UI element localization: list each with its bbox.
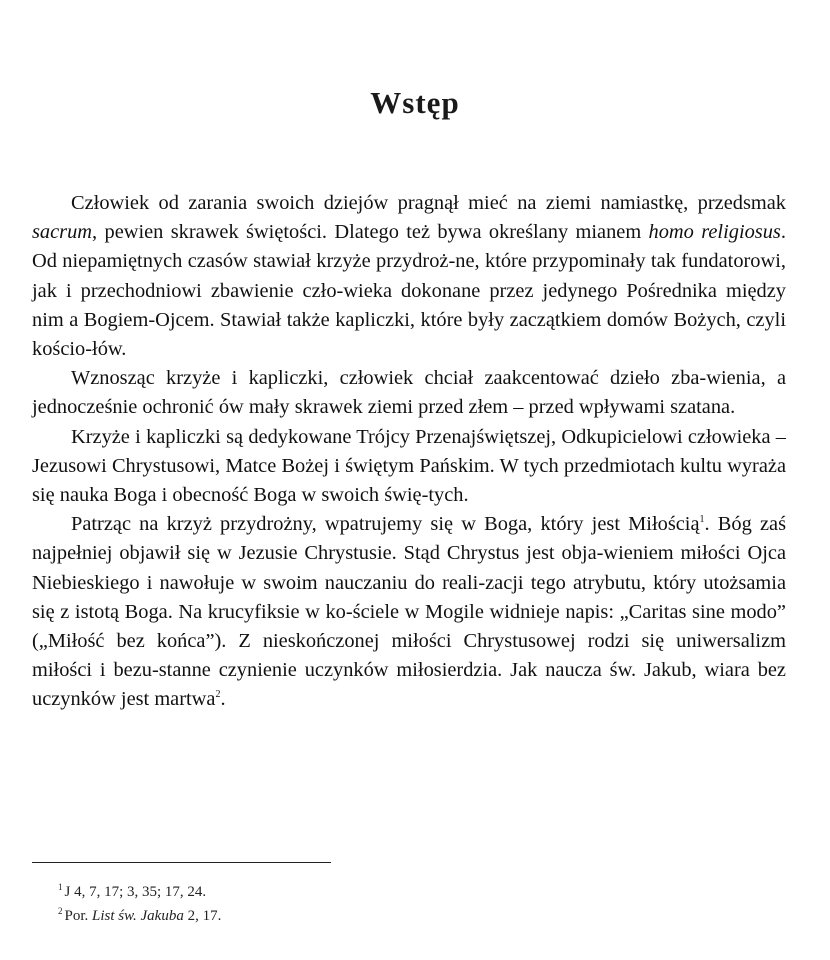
paragraph: [32, 423, 786, 511]
footnote-mark: 2: [58, 906, 63, 916]
italic-text: homo religiosus: [648, 221, 781, 244]
paragraph: [32, 364, 786, 422]
footnote: [58, 880, 221, 904]
footnote: [58, 904, 221, 928]
text-run: . Od niepamiętnych czasów stawiał krzyże przydroż-ne, które przypominały tak fundatorowi, jak i przechodniowi zbawienie czło-wieka dokonane przez jedynego Pośrednika między nim a Bogiem-Ojcem. Stawiał także kapliczki, które były zaczątkiem domów Bożych, czyli kościo-łów.: [32, 221, 786, 361]
footnote-ref: 2: [215, 689, 221, 701]
chapter-title: Wstęp: [370, 84, 460, 120]
text-run: Krzyże i kapliczki są dedykowane Trójcy Przenajświętszej, Odkupicielowi człowieka – Jezusowi Chrystusowi, Matce Bożej i świętym Pańskim. W tych przedmiotach kultu wyraża się nauka Boga i obecność Boga w swoich świę-tych.: [32, 425, 786, 507]
footnotes: [58, 880, 221, 928]
text-run: 2, 17.: [183, 908, 222, 924]
text-run: , pewien skrawek świętości. Dlatego też bywa określany mianem: [92, 221, 649, 244]
italic-text: sacrum: [32, 221, 93, 244]
footnote-mark: 1: [58, 882, 63, 892]
text-run: .: [220, 688, 226, 711]
paragraph: [32, 510, 786, 714]
text-run: J 4, 7, 17; 3, 35; 17, 24.: [64, 884, 207, 900]
text-run: Por.: [64, 908, 93, 924]
text-run: . Bóg zaś najpełniej objawił się w Jezusie Chrystusie. Stąd Chrystus jest obja-wieniem miłości Ojca Niebieskiego i nawołuje w swoim nauczaniu do reali-zacji tego atrybutu, który utożsamia się z istotą Boga. Na krucyfiksie w ko-ściele w Mogile widnieje napis: „Caritas sine modo” („Miłość bez końca”). Z nieskończonej miłości Chrystusowej rodzi się uniwersalizm miłości i bezu-stanne czynienie uczynków miłosierdzia. Jak naucza św. Jakub, wiara bez uczynków jest martwa: [32, 513, 787, 711]
italic-text: List św. Jakuba: [92, 908, 184, 924]
text-run: Patrząc na krzyż przydrożny, wpatrujemy się w Boga, który jest Miłością: [71, 513, 700, 536]
footnote-ref: 1: [699, 514, 705, 526]
paragraph: [32, 189, 786, 364]
footnote-separator: [32, 862, 331, 863]
text-run: Wznosząc krzyże i kapliczki, człowiek chciał zaakcentować dzieło zba-wienia, a jednocześnie ochronić ów mały skrawek ziemi przed złem – przed wpływami szatana.: [32, 367, 786, 419]
body-text: [32, 189, 786, 715]
text-run: Człowiek od zarania swoich dziejów pragnął mieć na ziemi namiastkę, przedsmak: [71, 192, 786, 214]
